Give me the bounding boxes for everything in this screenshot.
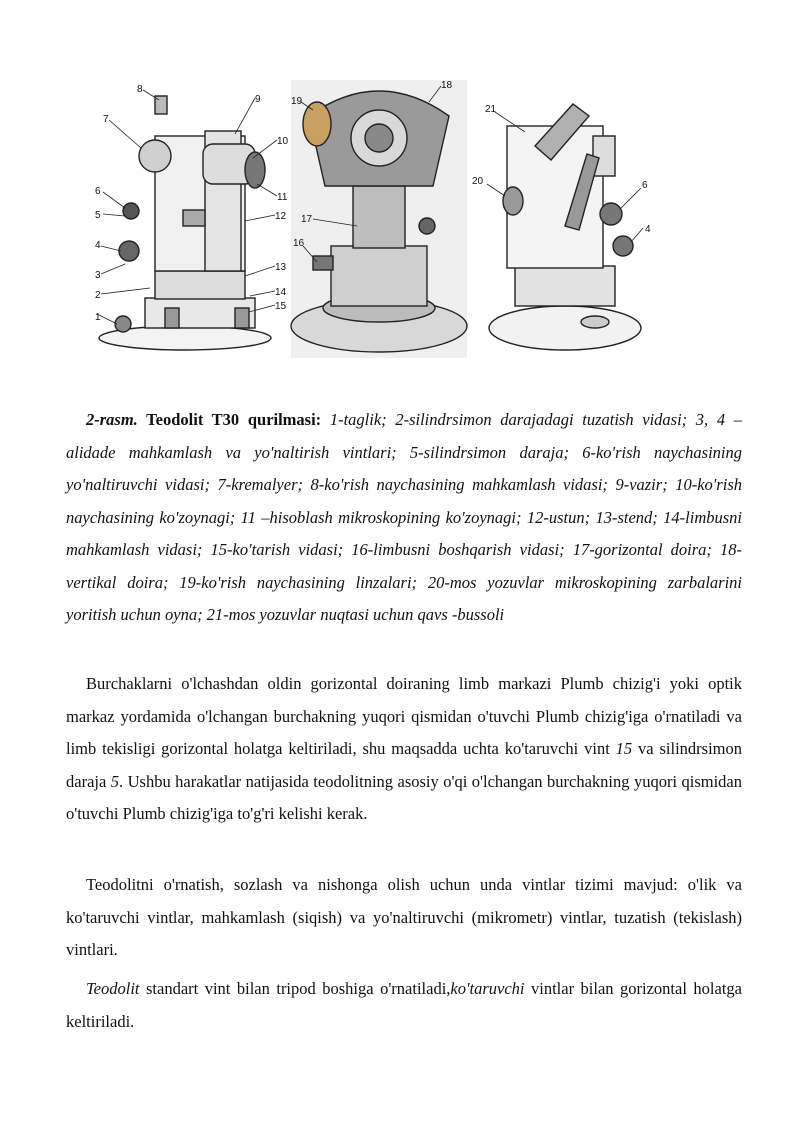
label-15: 15 xyxy=(275,301,287,312)
paragraph3-text-a: standart vint bilan tripod boshiga o'rnatiladi, xyxy=(139,979,451,998)
label-6-right: 6 xyxy=(642,180,648,191)
paragraph-screw-system: Teodolitni o'rnatish, sozlash va nishonga olish uchun unda vintlar tizimi mavjud: o'lik va ko'taruvchi vintlar, mahkamlash (siqish) va yo'naltiruvchi (mikrometr) vintlar, tuzatish (tekislash) vintlari. xyxy=(66,875,742,959)
label-9: 9 xyxy=(255,94,261,105)
label-16: 16 xyxy=(293,238,305,249)
label-6: 6 xyxy=(95,186,101,197)
label-13: 13 xyxy=(275,262,287,273)
paragraph3-term-kotaruvchi: ko'taruvchi xyxy=(450,979,525,998)
theodolite-other-side-view xyxy=(489,104,641,350)
label-18: 18 xyxy=(441,80,453,91)
label-12: 12 xyxy=(275,211,287,222)
paragraph-limb-centering xyxy=(66,668,742,831)
figure-caption xyxy=(66,404,742,632)
theodolite-illustration xyxy=(95,76,675,358)
paragraph-tripod-mounting xyxy=(66,973,742,1038)
paragraph1-level-number: 5 xyxy=(110,771,120,791)
label-8: 8 xyxy=(137,84,143,95)
label-5: 5 xyxy=(95,210,101,221)
caption-legend: 1-taglik; 2-silindrsimon darajadagi tuzatish vidasi; 3, 4 – alidade mahkamlash va yo'naltirish vintlari; 5-silindrsimon daraja; 6-ko'rish naychasining yo'naltiruvchi vidasi; 7-kremalyer; 8-ko'rish naychasining mahkamlash vidasi; 9-vazir; 10-ko'rish naychasining ko'zoynagi; 11 –hisoblash mikroskopining ko'zoynagi; 12-ustun; 13-stend; 14-limbusni mahkamlash vidasi; 15-ko'tarish vidasi; 16-limbusni boshqarish vidasi; 17-gorizontal doira; 18-vertikal doira; 19-ko'rish naychasining linzalari; 20-mos yozuvlar mikroskopining zarbalarini yoritish uchun oyna; 21-mos yozuvlar nuqtasi uchun qavs -bussoli xyxy=(66,410,743,624)
paragraph3-term-teodolit: Teodolit xyxy=(86,979,140,998)
label-20: 20 xyxy=(472,176,484,187)
label-17: 17 xyxy=(301,214,313,225)
paragraph1-text-c: . Ushbu harakatlar natijasida teodolitning asosiy o'qi o'lchangan burchakning yuqori qismidan o'tuvchi Plumb chizig'iga to'g'ri kelishi kerak. xyxy=(66,771,742,823)
label-2: 2 xyxy=(95,290,101,301)
theodolite-figure xyxy=(95,76,675,358)
theodolite-front-view xyxy=(291,80,467,358)
paragraph3-text-b: vintlar bilan gorizontal holatga keltiriladi. xyxy=(66,979,742,1031)
caption-title: Teodolit T30 qurilmasi: xyxy=(137,410,330,429)
caption-figure-number: 2-rasm. xyxy=(86,410,138,429)
label-1: 1 xyxy=(95,312,101,323)
label-4-right: 4 xyxy=(645,224,651,235)
label-19: 19 xyxy=(291,96,303,107)
paragraph1-text-a: Burchaklarni o'lchashdan oldin gorizontal doiraning limb markazi Plumb chizig'i yoki optik markaz yordamida o'lchangan burchakning yuqori qismidan o'tuvchi Plumb chizig'iga o'rnatiladi va limb tekisligi gorizontal holatga keltiriladi, shu maqsadda uchta ko'taruvchi vint xyxy=(66,674,742,758)
label-21: 21 xyxy=(485,104,497,115)
label-11: 11 xyxy=(277,192,288,203)
label-4: 4 xyxy=(95,240,101,251)
label-10: 10 xyxy=(277,136,289,147)
paragraph1-screw-number: 15 xyxy=(615,739,633,758)
paragraph1-text-b: va silindrsimon daraja xyxy=(66,739,742,791)
label-3: 3 xyxy=(95,270,101,281)
label-14: 14 xyxy=(275,287,287,298)
label-7: 7 xyxy=(103,114,109,125)
